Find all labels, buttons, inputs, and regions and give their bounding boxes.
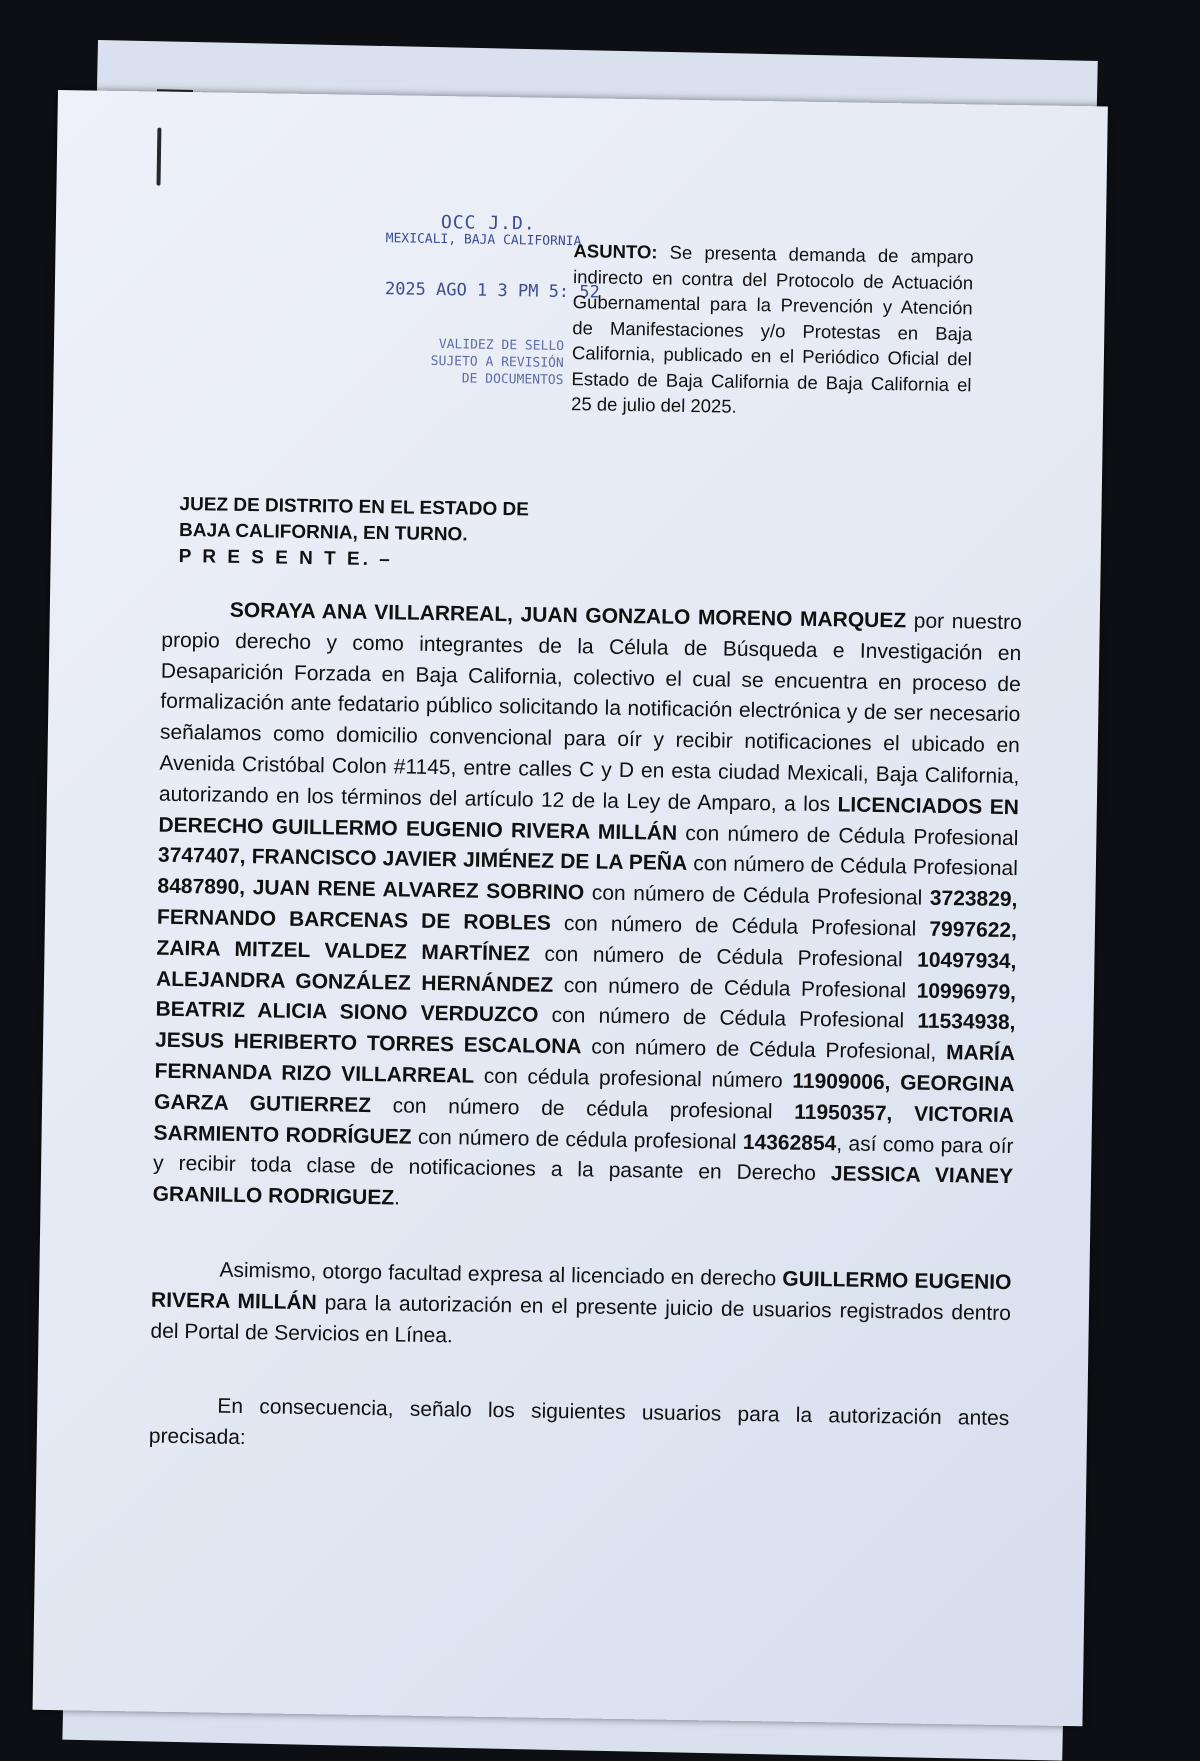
bold-text: 7997622, ZAIRA MITZEL VALDEZ MARTÍNEZ (156, 917, 1018, 966)
subject-block (571, 238, 974, 423)
text: con número de Cédula Profesional (687, 852, 1019, 881)
validity-stamp-line: SUJETO A REVISIÓN (430, 353, 564, 371)
bold-text: 3747407, FRANCISCO JAVIER JIMÉNEZ DE LA PEÑA (157, 844, 688, 876)
staple (157, 128, 162, 186)
text: con número de Cédula Profesional (553, 973, 917, 1003)
document-body (148, 595, 1022, 1510)
recipient-block (178, 492, 599, 577)
subject-text: Se presenta demanda de amparo indirecto en contra del Protocolo de Actuación Gubernamental para la Prevención y Atención de Manifestaciones y/o Protestas en Baja California, publicado en el Periódico Oficial del Estado de Baja California de Baja California el 25 de julio del 2025. (570, 241, 974, 417)
reception-stamp-date: 2025 AGO 1 3 PM 5: 52 (384, 279, 600, 303)
text: con cédula profesional número (474, 1064, 793, 1093)
validity-stamp (388, 335, 564, 389)
text: con número de Cédula Profesional (538, 1004, 918, 1033)
recipient-presente: P R E S E N T E. – (178, 545, 393, 571)
text: con número de Cédula Profesional (529, 942, 918, 972)
bold-text: 11909006, GEORGINA GARZA GUTIERREZ (153, 1069, 1015, 1117)
bold-text: JESSICA VIANEY GRANILLO RODRIGUEZ (152, 1162, 1014, 1210)
text: con número de Cédula Profesional (676, 821, 1019, 850)
bold-text: SORAYA ANA VILLARREAL, JUAN GONZALO MORENO MARQUEZ (229, 598, 907, 633)
reception-stamp-city: MEXICALI, BAJA CALIFORNIA (385, 231, 582, 250)
recipient-line: JUEZ DE DISTRITO EN EL ESTADO DE (179, 493, 530, 521)
text: Asimismo, otorgo facultad expresa al licenciado en derecho (219, 1258, 783, 1291)
text: con número de cédula profesional (370, 1093, 795, 1124)
bold-text: 11950357, VICTORIA SARMIENTO RODRÍGUEZ (153, 1100, 1015, 1149)
paragraph-users (149, 1391, 1010, 1466)
bold-text: 10497934, ALEJANDRA GONZÁLEZ HERNÁNDEZ (155, 948, 1017, 997)
bold-text: 3723829, FERNANDO BARCENAS DE ROBLES (156, 886, 1018, 935)
text: con número de Cédula Profesional (584, 881, 930, 910)
text: para la autorización en el presente juicio de usuarios registrados dentro del Portal de Servicios en Línea. (150, 1290, 1012, 1347)
text: con número de Cédula Profesional (550, 911, 930, 941)
text: En consecuencia, señalo los siguientes usuarios para la autorización antes precisada: (148, 1394, 1010, 1450)
bold-text: MARÍA FERNANDA RIZO VILLARREAL (154, 1041, 1016, 1088)
bold-text: LICENCIADOS EN DERECHO GUILLERMO EUGENIO RIVERA MILLÁN (158, 793, 1020, 845)
bold-text: 8487890, JUAN RENE ALVAREZ SOBRINO (157, 874, 585, 905)
subject-label: ASUNTO: (573, 240, 658, 263)
text: por nuestro propio derecho y como integrantes de la Célula de Búsqueda e Investigación en Desaparición Forzada en Baja California, colectivo el cual se encuentra en proceso de formalización ante fedatario público solicitando la notificación electrónica y de ser necesario señalamos como domicilio convencional para oír y recibir notificaciones el ubicado en Avenida Cristóbal Colon #1145, entre calles C y D en esta ciudad Mexicali, Baja California, autorizando en los términos del artículo 12 de la Ley de Amparo, a los (158, 609, 1022, 817)
text: con número de Cédula Profesional, (581, 1035, 947, 1065)
bold-text: 11534938, JESUS HERIBERTO TORRES ESCALONA (154, 1009, 1016, 1059)
validity-stamp-line: VALIDEZ DE SELLO (438, 337, 565, 354)
bold-text: 10996979, BEATRIZ ALICIA SIONO VERDUZCO (155, 979, 1017, 1028)
document-page (33, 90, 1108, 1726)
text: con número de cédula profesional (411, 1125, 744, 1154)
validity-stamp-line: DE DOCUMENTOS (461, 371, 564, 388)
paragraph-authorizations (152, 595, 1022, 1224)
text: , así como para oír y recibir toda clase de notificaciones a la pasante en Derecho (152, 1131, 1014, 1186)
bold-text: GUILLERMO EUGENIO RIVERA MILLÁN (150, 1267, 1012, 1314)
text: . (393, 1186, 401, 1210)
paragraph-portal-authorization (150, 1255, 1011, 1361)
recipient-line: BAJA CALIFORNIA, EN TURNO. (178, 519, 468, 546)
bold-text: 14362854 (742, 1130, 837, 1155)
reception-stamp-office: OCC J.D. (440, 212, 536, 235)
